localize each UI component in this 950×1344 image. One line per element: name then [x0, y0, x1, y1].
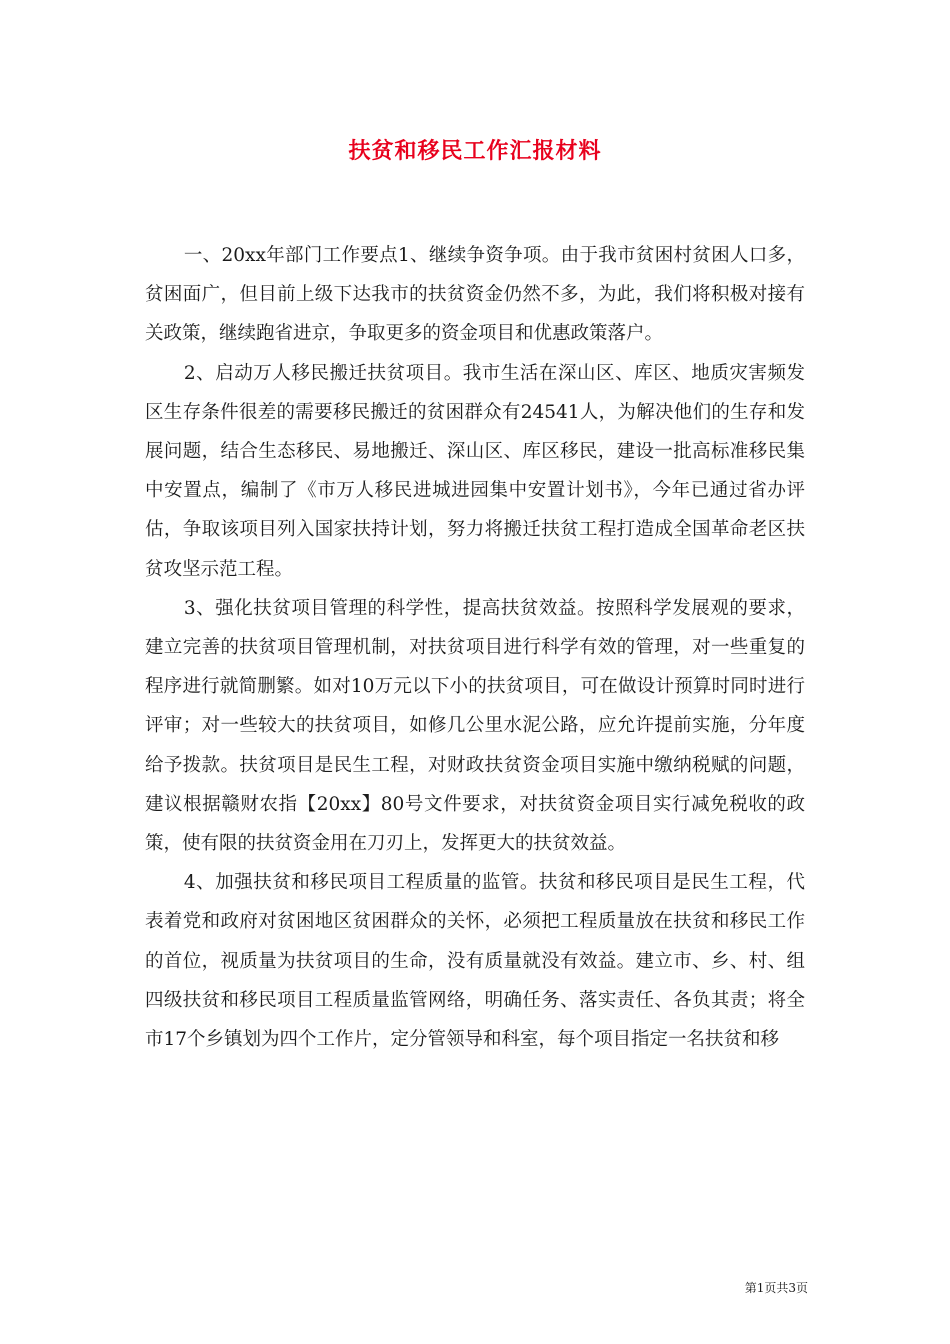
document-title: 扶贫和移民工作汇报材料: [348, 138, 602, 164]
paragraph-4: 4、加强扶贫和移民项目工程质量的监管。扶贫和移民项目是民生工程，代表着党和政府对贫困地区贫困群众的关怀，必须把工程质量放在扶贫和移民工作的首位，视质量为扶贫项目的生命，没有质量就没有效益。建立市、乡、村、组四级扶贫和移民项目工程质量监管网络，明确任务、落实责任、各负其责；将全市17个乡镇划为四个工作片，定分管领导和科室，每个项目指定一名扶贫和移: [145, 872, 805, 1051]
paragraph-3: 3、强化扶贫项目管理的科学性，提高扶贫效益。按照科学发展观的要求，建立完善的扶贫项目管理机制，对扶贫项目进行科学有效的管理，对一些重复的程序进行就简删繁。如对10万元以下小的扶贫项目，可在做设计预算时同时进行评审；对一些较大的扶贫项目，如修几公里水泥公路，应允许提前实施，分年度给予拨款。扶贫项目是民生工程，对财政扶贫资金项目实施中缴纳税赋的问题，建议根据赣财农指【20xx】80号文件要求，对扶贫资金项目实行减免税收的政策，使有限的扶贫资金用在刀刃上，发挥更大的扶贫效益。: [145, 597, 805, 855]
paragraph-2: 2、启动万人移民搬迁扶贫项目。我市生活在深山区、库区、地质灾害频发区生存条件很差的需要移民搬迁的贫困群众有24541人，为解决他们的生存和发展问题，结合生态移民、易地搬迁、深山区、库区移民，建设一批高标准移民集中安置点，编制了《市万人移民进城进园集中安置计划书》，今年已通过省办评估，争取该项目列入国家扶持计划，努力将搬迁扶贫工程打造成全国革命老区扶贫攻坚示范工程。: [145, 362, 805, 580]
paragraph-1: 一、20xx年部门工作要点1、继续争资争项。由于我市贫困村贫困人口多，贫困面广，但目前上级下达我市的扶贫资金仍然不多，为此，我们将积极对接有关政策，继续跑省进京，争取更多的资金项目和优惠政策落户。: [145, 245, 805, 345]
page-number: 第1页共3页: [744, 1281, 808, 1295]
document-body: [145, 236, 805, 1059]
